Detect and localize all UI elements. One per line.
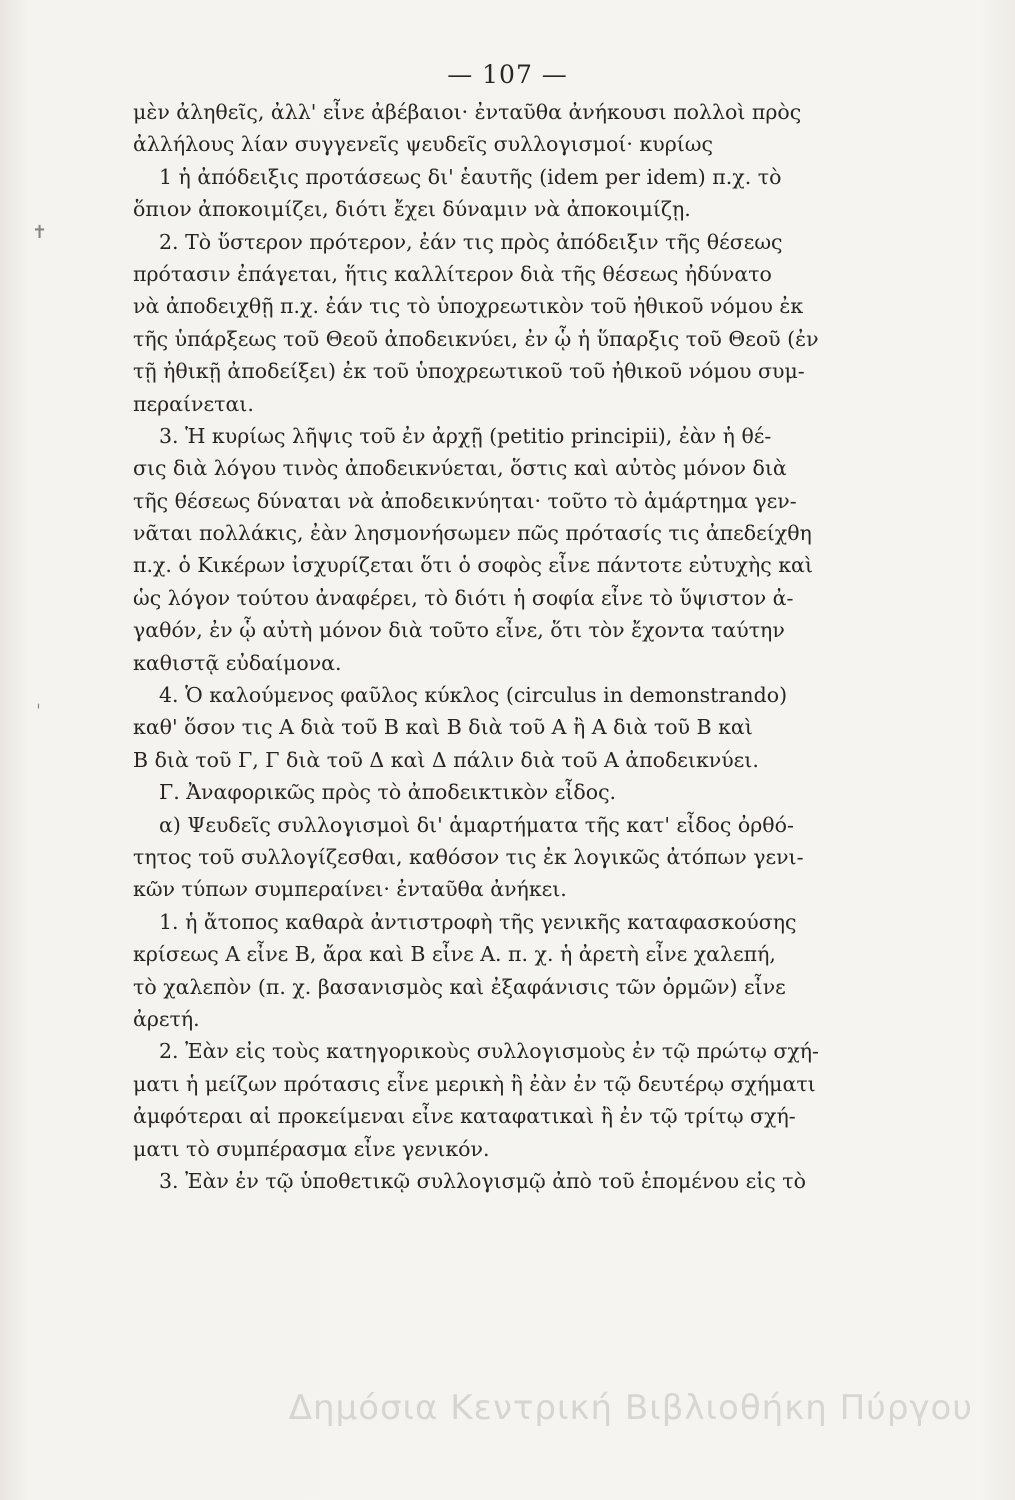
text-line: περαίνεται. [133,391,254,416]
library-watermark: Δημόσια Κεντρική Βιβλιοθήκη Πύργου [288,1388,973,1428]
text-line: π.χ. ὁ Κικέρων ἰσχυρίζεται ὅτι ὁ σοφὸς εἶνε πάντοτε εὐτυχὴς καὶ [133,553,813,578]
margin-mark-icon: ✝ [32,222,48,243]
text-line: ἀμφότεραι αἱ προκείμεναι εἶνε καταφατικαὶ ἢ ἐν τῷ τρίτῳ σχή- [133,1104,796,1129]
text-line: 4. Ὁ καλούμενος φαῦλος κύκλος (circulus in demonstrando) [159,683,788,708]
text-line: τῇ ἠθικῇ ἀποδείξει) ἐκ τοῦ ὑποχρεωτικοῦ τοῦ ἠθικοῦ νόμου συμ- [133,359,805,384]
margin-mark-icon: ˌ [36,690,41,711]
text-line: ματι ἡ μείζων πρότασις εἶνε μερικὴ ἢ ἐὰν ἐν τῷ δευτέρῳ σχήματι [133,1071,816,1096]
text-line: σις διὰ λόγου τινὸς ἀποδεικνύεται, ὅστις καὶ αὐτὸς μόνον διὰ [133,456,787,481]
text-line: τῆς θέσεως δύναται νὰ ἀποδεικνύηται· τοῦτο τὸ ἁμάρτημα γεν- [133,488,797,513]
page-body [133,96,865,1197]
text-line: 2. Τὸ ὕστερον πρότερον, ἐάν τις πρὸς ἀπόδειξιν τῆς θέσεως [159,229,783,254]
text-line: τητος τοῦ συλλογίζεσθαι, καθόσον τις ἐκ λογικῶς ἀτόπων γενι- [133,844,804,869]
text-line: 2. Ἐὰν εἰς τοὺς κατηγορικοὺς συλλογισμοὺς ἐν τῷ πρώτῳ σχή- [159,1039,819,1064]
text-line: νᾶται πολλάκις, ἐὰν λησμονήσωμεν πῶς πρότασίς τις ἀπεδείχθη [133,521,812,546]
text-line: γαθόν, ἐν ᾧ αὐτὴ μόνον διὰ τοῦτο εἶνε, ὅτι τὸν ἔχοντα ταύτην [133,618,785,643]
page-number: — 107 — [447,60,568,89]
text-line: τῆς ὑπάρξεως τοῦ Θεοῦ ἀποδεικνύει, ἐν ᾧ ἡ ὕπαρξις τοῦ Θεοῦ (ἐν [133,326,819,351]
text-line: καθιστᾷ εὐδαίμονα. [133,650,342,675]
text-line: κρίσεως Α εἶνε Β, ἄρα καὶ Β εἶνε Α. π. χ. ἡ ἀρετὴ εἶνε χαλεπή, [133,942,776,967]
text-line: τὸ χαλεπὸν (π. χ. βασανισμὸς καὶ ἐξαφάνισις τῶν ὁρμῶν) εἶνε [133,974,786,999]
text-line: μὲν ἀληθεῖς, ἀλλ' εἶνε ἀβέβαιοι· ἐνταῦθα ἀνήκουσι πολλοὶ πρὸς [133,100,802,124]
text-line: ὅπιον ἀποκοιμίζει, διότι ἔχει δύναμιν νὰ ἀποκοιμίζῃ. [133,197,691,222]
text-line: κῶν τύπων συμπεραίνει· ἐνταῦθα ἀνήκει. [133,877,567,902]
text-line: ἀρετή. [133,1006,200,1031]
text-line: ἀλλήλους λίαν συγγενεῖς ψευδεῖς συλλογισμοί· κυρίως [133,132,713,157]
text-line: ματι τὸ συμπέρασμα εἶνε γενικόν. [133,1136,490,1161]
text-line: ὡς λόγον τούτου ἀναφέρει, τὸ διότι ἡ σοφία εἶνε τὸ ὕψιστον ἀ- [133,585,794,610]
text-line: πρότασιν ἐπάγεται, ἥτις καλλίτερον διὰ τῆς θέσεως ἠδύνατο [133,261,772,286]
text-line: Γ. Ἀναφορικῶς πρὸς τὸ ἀποδεικτικὸν εἶδος. [159,780,617,805]
text-line: νὰ ἀποδειχθῇ π.χ. ἐάν τις τὸ ὑποχρεωτικὸν τοῦ ἠθικοῦ νόμου ἐκ [133,294,804,319]
text-line: α) Ψευδεῖς συλλογισμοὶ δι' ἁμαρτήματα τῆς κατ' εἶδος ὀρθό- [159,812,794,837]
text-line: 1 ἡ ἀπόδειξις προτάσεως δι' ἑαυτῆς (idem per idem) π.χ. τὸ [159,164,782,189]
text-line: 3. Ἐὰν ἐν τῷ ὑποθετικῷ συλλογισμῷ ἀπὸ τοῦ ἑπομένου εἰς τὸ [159,1168,806,1193]
text-line: 1. ἡ ἄτοπος καθαρὰ ἀντιστροφὴ τῆς γενικῆς καταφασκούσης [159,909,797,934]
text-line: Β διὰ τοῦ Γ, Γ διὰ τοῦ Δ καὶ Δ πάλιν διὰ τοῦ Α ἀποδεικνύει. [133,747,759,772]
text-line: 3. Ἡ κυρίως λῆψις τοῦ ἐν ἀρχῇ (petitio principii), ἐὰν ἡ θέ- [159,423,772,448]
text-line: καθ' ὅσον τις Α διὰ τοῦ Β καὶ Β διὰ τοῦ Α ἢ Α διὰ τοῦ Β καὶ [133,715,753,740]
